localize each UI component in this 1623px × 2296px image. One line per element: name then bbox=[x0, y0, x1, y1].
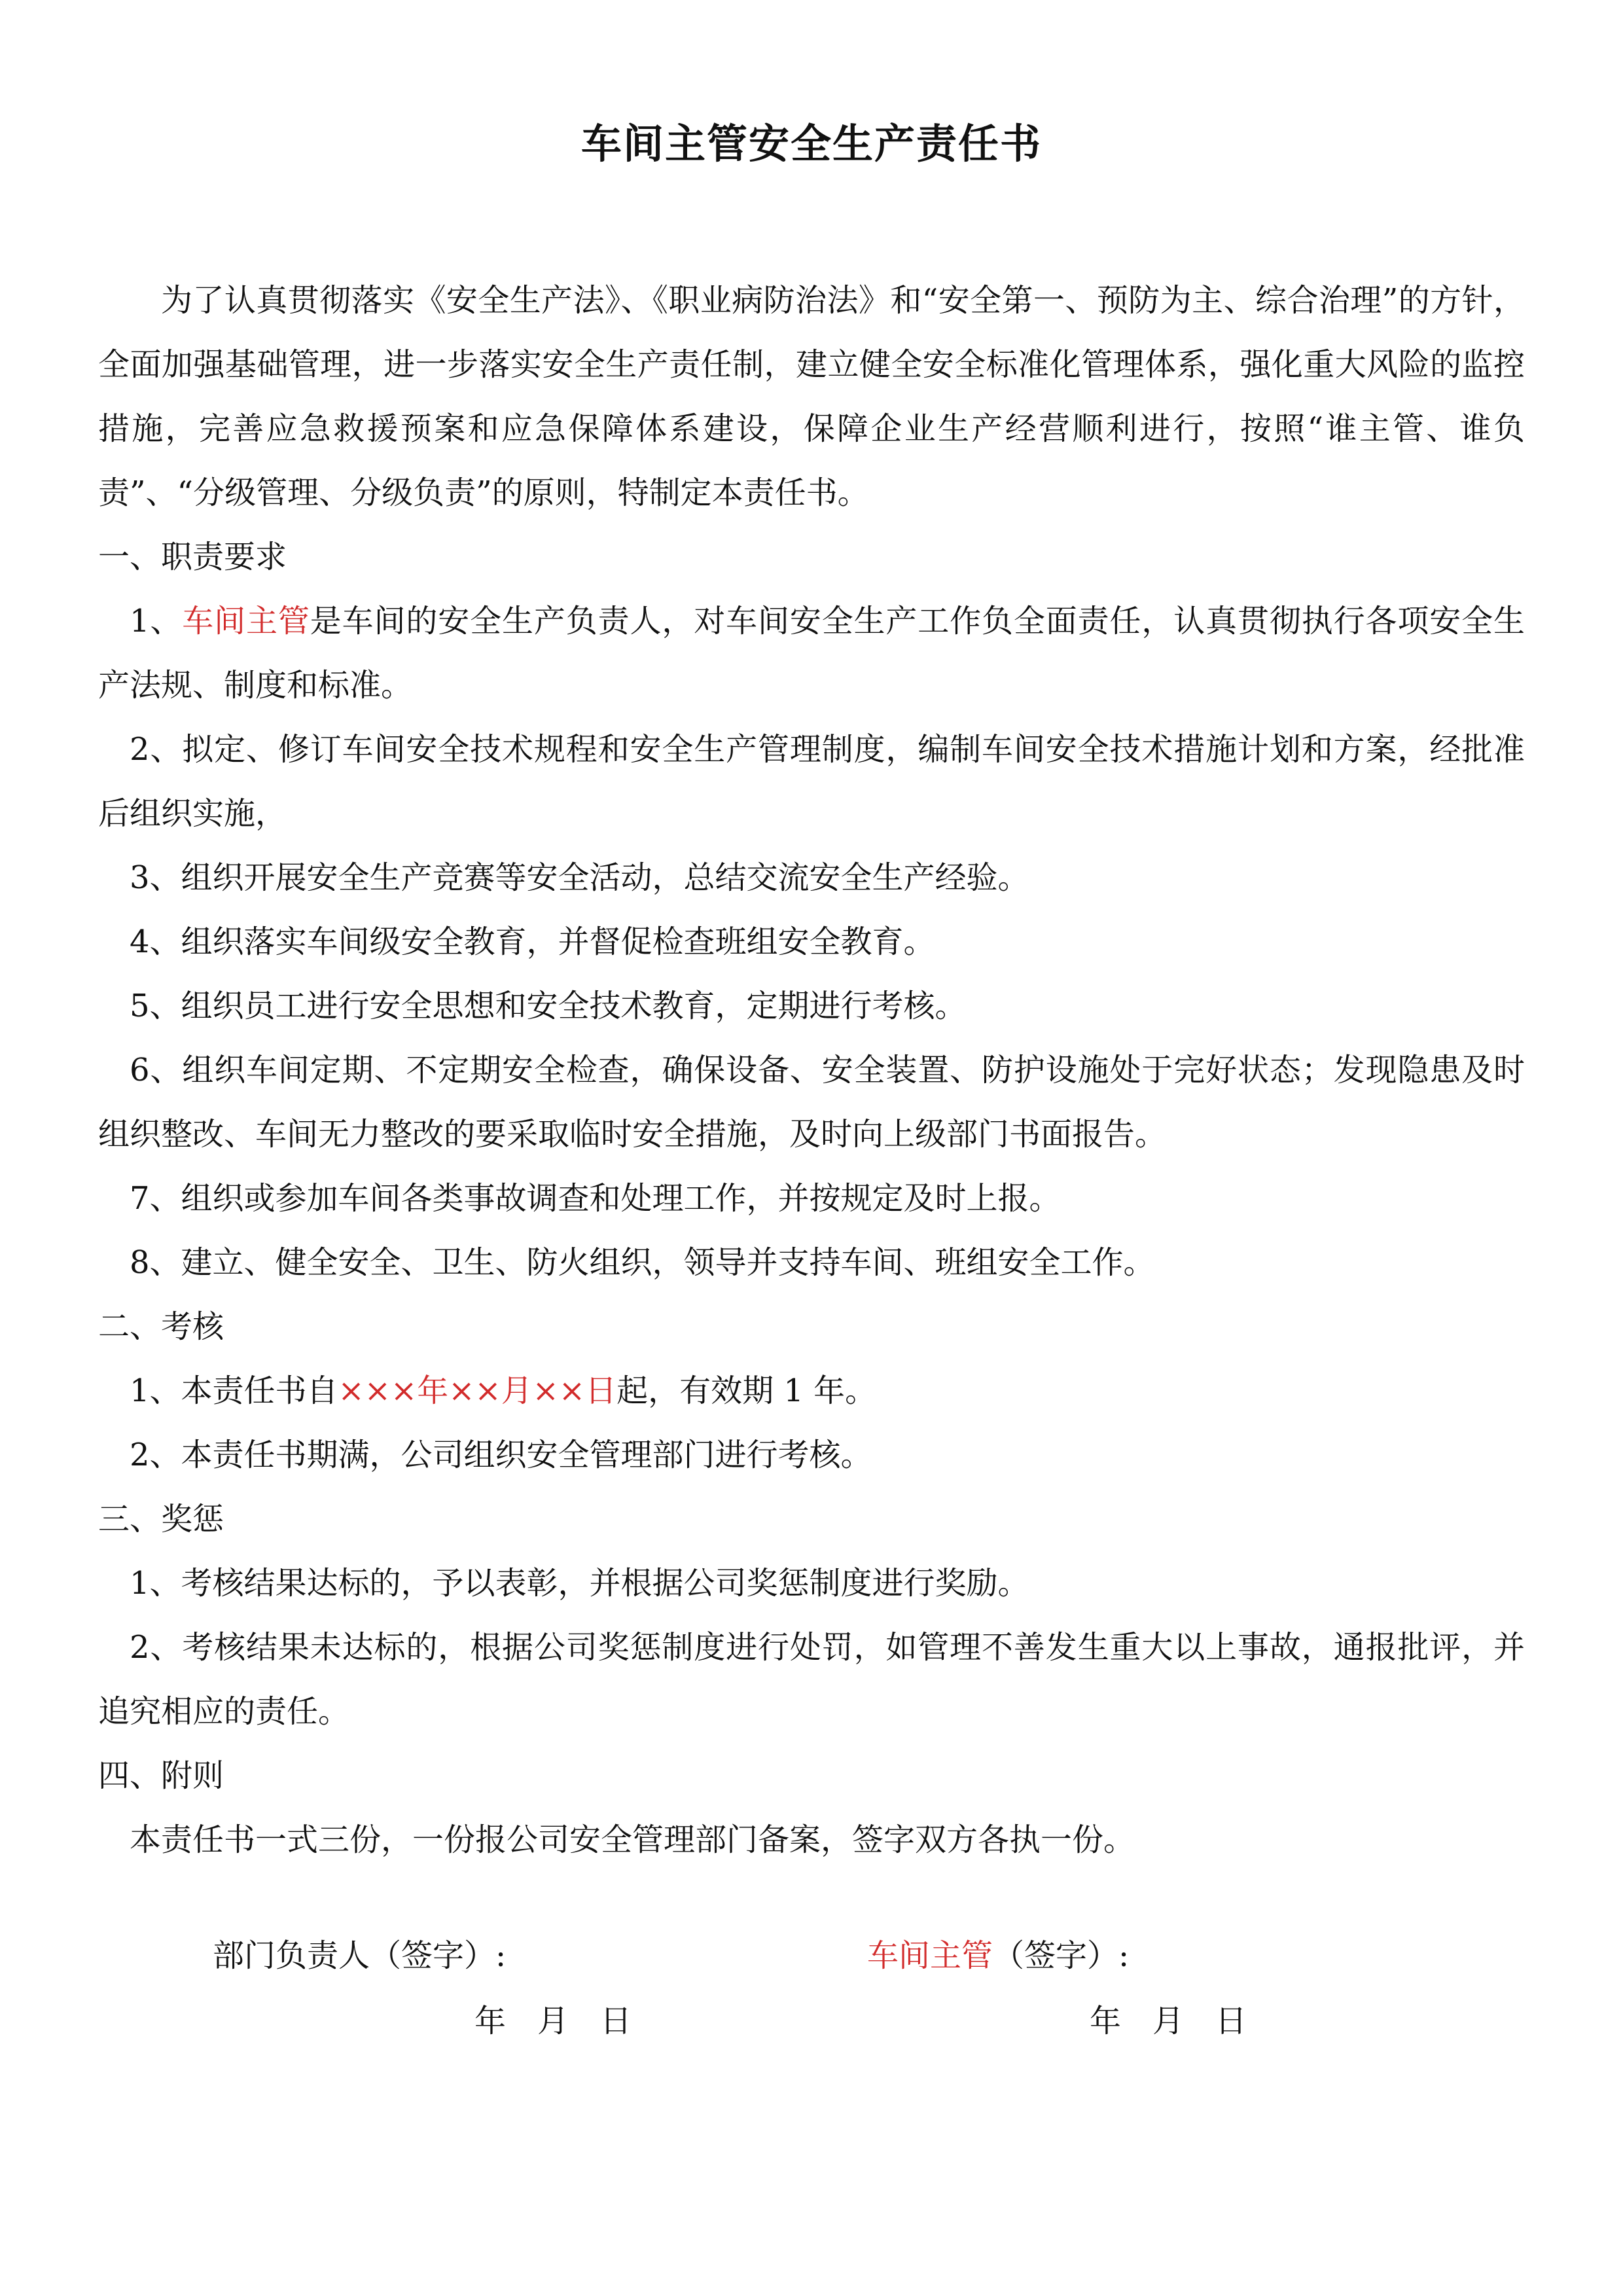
document-body bbox=[98, 268, 1525, 1872]
section-heading-duties: 一、职责要求 bbox=[98, 539, 287, 575]
workshop-supervisor-signature-text: （签字）: bbox=[993, 1937, 1130, 1974]
date-year: 年 bbox=[1090, 2003, 1122, 2039]
duty-item-1 bbox=[98, 589, 1525, 717]
date-month: 月 bbox=[1152, 2003, 1185, 2039]
department-head-date bbox=[474, 2001, 632, 2041]
rewards-item-1: 1、考核结果达标的，予以表彰，并根据公司奖惩制度进行奖励。 bbox=[130, 1565, 1029, 1602]
rewards-item-2: 2、考核结果未达标的，根据公司奖惩制度进行处罚，如管理不善发生重大以上事故，通报批评，并追究相应的责任。 bbox=[98, 1629, 1525, 1730]
section-heading-assessment: 二、考核 bbox=[98, 1308, 224, 1345]
duty-item-1-prefix: 1、 bbox=[130, 603, 183, 639]
duty-item-4: 4、组织落实车间级安全教育，并督促检查班组安全教育。 bbox=[130, 924, 935, 960]
duty-item-8: 8、建立、健全安全、卫生、防火组织，领导并支持车间、班组安全工作。 bbox=[130, 1244, 1155, 1281]
section-heading-rewards: 三、奖惩 bbox=[98, 1501, 224, 1537]
workshop-supervisor-date bbox=[1090, 2001, 1247, 2041]
duty-item-5: 5、组织员工进行安全思想和安全技术教育，定期进行考核。 bbox=[130, 988, 967, 1024]
duty-item-1-highlight: 车间主管 bbox=[182, 603, 310, 639]
duty-item-6: 6、组织车间定期、不定期安全检查，确保设备、安全装置、防护设施处于完好状态；发现隐患及时组织整改、车间无力整改的要采取临时安全措施，及时向上级部门书面报告。 bbox=[98, 1052, 1525, 1153]
assessment-item-1-prefix: 1、本责任书自 bbox=[130, 1372, 338, 1409]
date-day: 日 bbox=[1215, 2003, 1247, 2039]
duty-item-1-text: 是车间的安全生产负责人，对车间安全生产工作负全面责任，认真贯彻执行各项安全生产法规、制度和标准。 bbox=[98, 603, 1525, 704]
appendix-item-1: 本责任书一式三份，一份报公司安全管理部门备案，签字双方各执一份。 bbox=[130, 1821, 1135, 1858]
document-title: 车间主管安全生产责任书 bbox=[580, 120, 1042, 168]
duty-item-2: 2、拟定、修订车间安全技术规程和安全生产管理制度，编制车间安全技术措施计划和方案，经批准后组织实施， bbox=[98, 731, 1525, 832]
assessment-item-1-date-highlight: ×××年××月××日 bbox=[338, 1372, 617, 1409]
assessment-item-1 bbox=[98, 1359, 1525, 1423]
date-month: 月 bbox=[537, 2003, 569, 2039]
intro-paragraph: 为了认真贯彻落实《安全生产法》、《职业病防治法》和“安全第一、预防为主、综合治理”的方针，全面加强基础管理，进一步落实安全生产责任制，建立健全安全标准化管理体系，强化重大风险的监控措施，完善应急救援预案和应急保障体系建设，保障企业生产经营顺利进行，按照“谁主管、谁负责”、“分级管理、分级负责”的原则，特制定本责任书。 bbox=[98, 282, 1525, 511]
assessment-item-1-text: 起，有效期 1 年。 bbox=[616, 1372, 877, 1409]
assessment-item-2: 2、本责任书期满，公司组织安全管理部门进行考核。 bbox=[130, 1437, 872, 1473]
workshop-supervisor-highlight: 车间主管 bbox=[867, 1937, 993, 1974]
duty-item-7: 7、组织或参加车间各类事故调查和处理工作，并按规定及时上报。 bbox=[130, 1180, 1061, 1217]
section-heading-appendix: 四、附则 bbox=[98, 1757, 224, 1794]
date-day: 日 bbox=[600, 2003, 632, 2039]
duty-item-3: 3、组织开展安全生产竞赛等安全活动，总结交流安全生产经验。 bbox=[130, 859, 1029, 896]
date-year: 年 bbox=[474, 2003, 507, 2039]
workshop-supervisor-signature-label bbox=[867, 1936, 1129, 1975]
department-head-signature-label: 部门负责人（签字）: bbox=[213, 1937, 507, 1974]
